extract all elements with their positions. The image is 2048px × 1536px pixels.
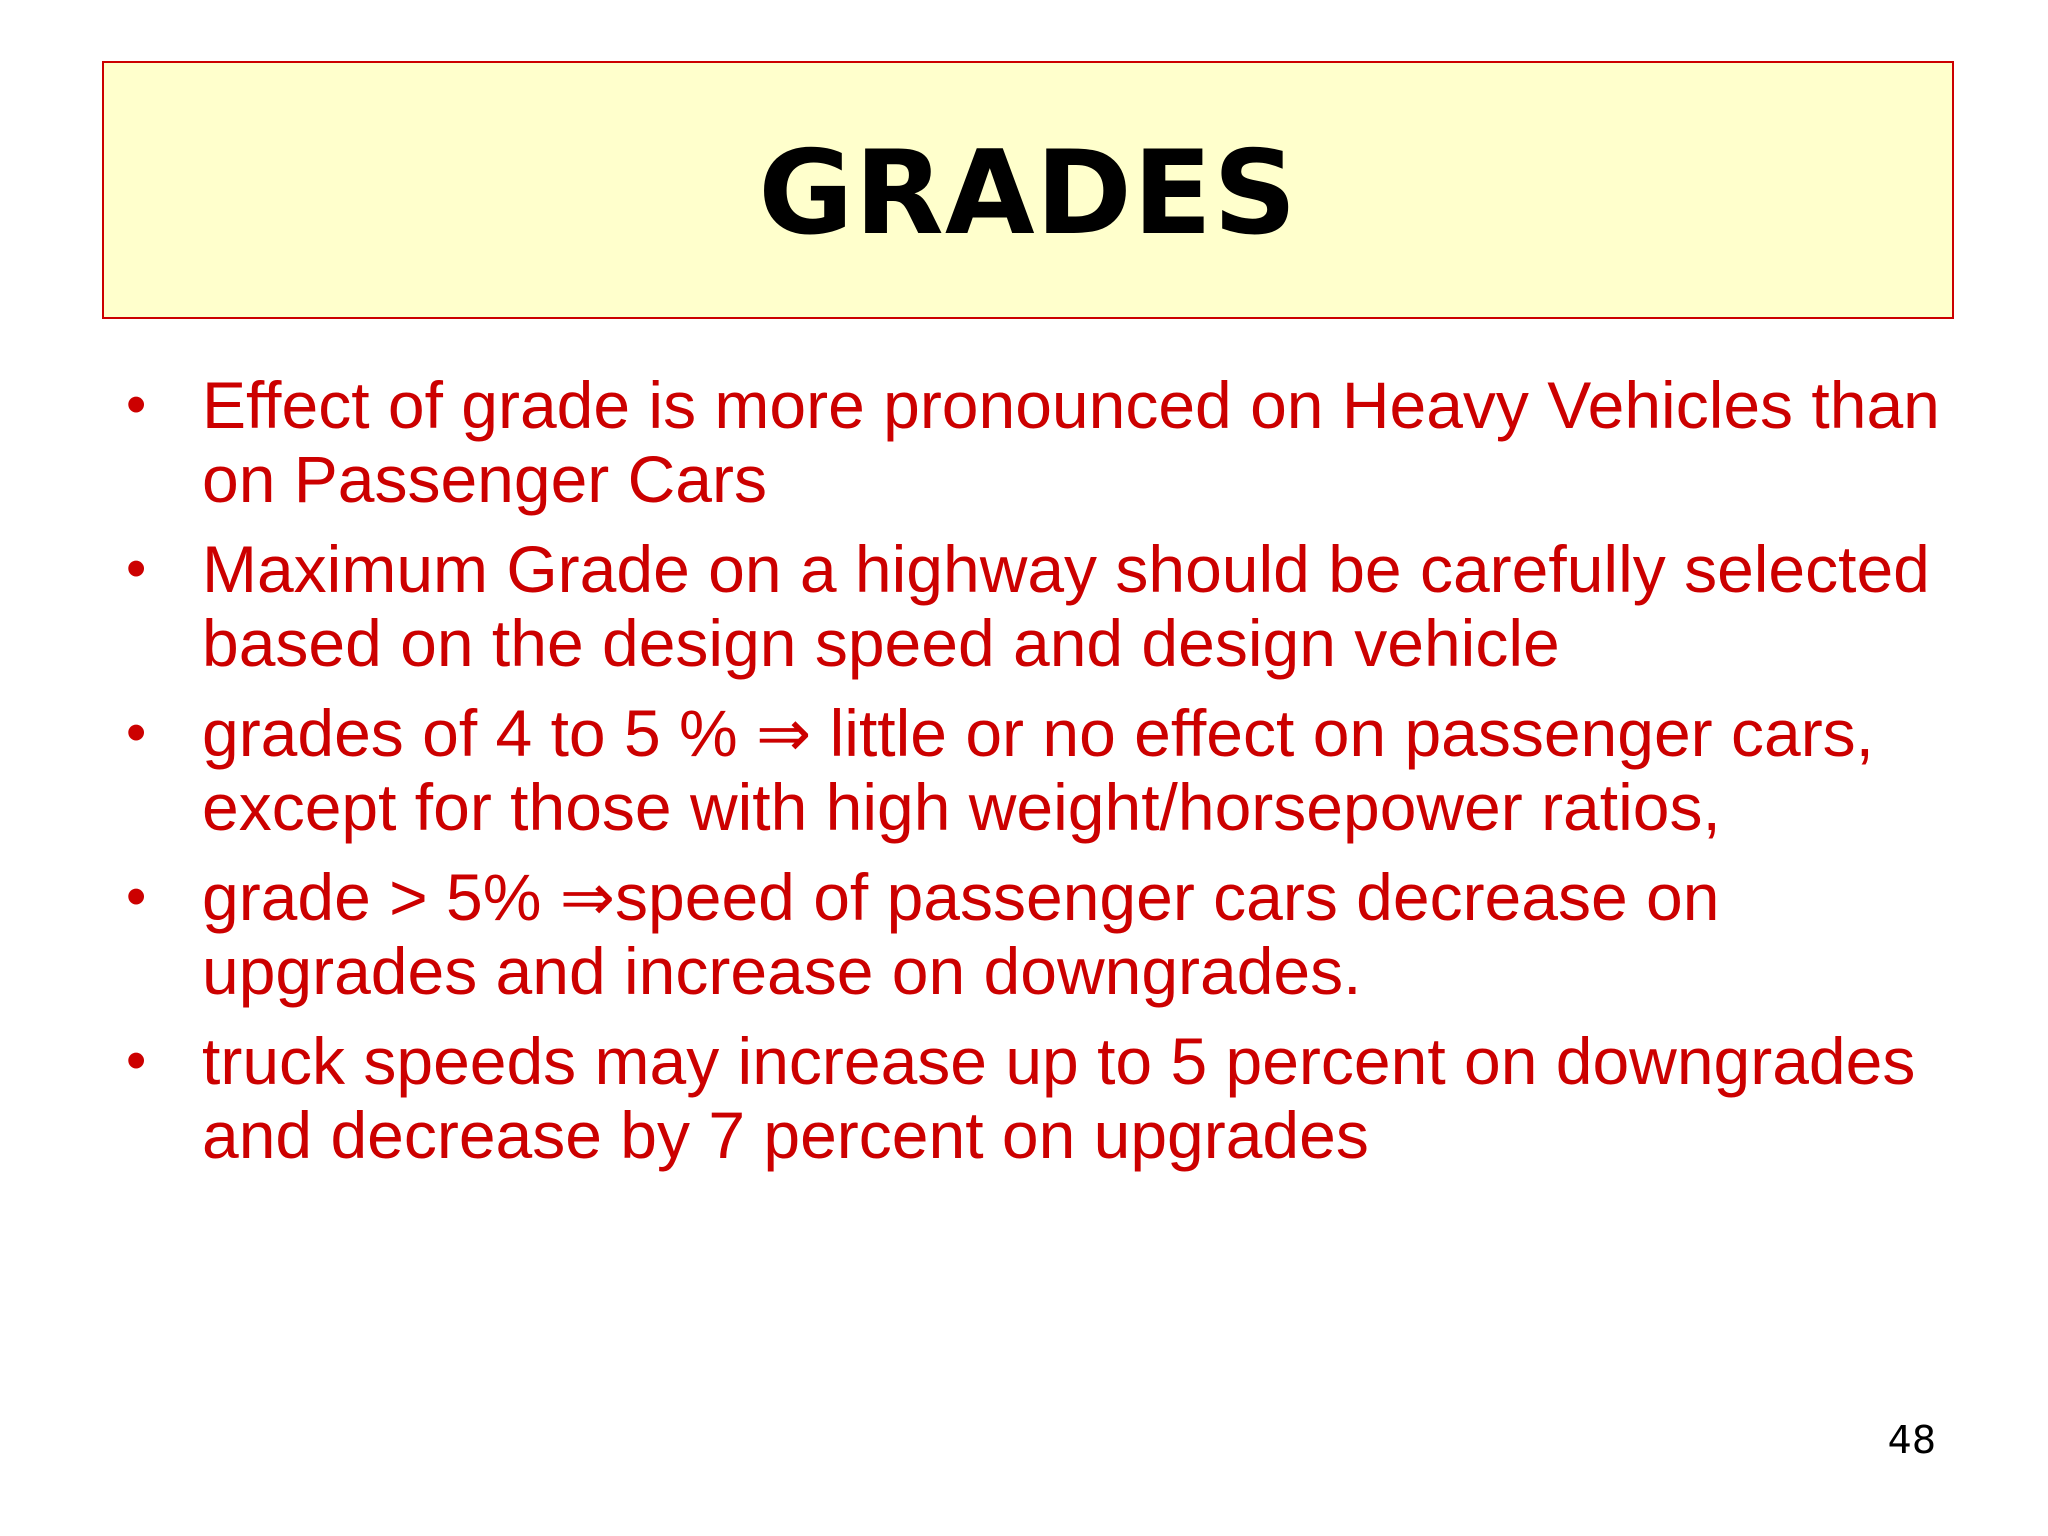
bullet-marker: • xyxy=(126,536,147,601)
bullet-text: grades of 4 to 5 % ⇒ little or no effect on passenger cars, except for those with high weight/horsepower ratios, xyxy=(202,696,1875,844)
bullet-marker: • xyxy=(126,700,147,765)
bullet-text: Maximum Grade on a highway should be carefully selected based on the design speed and design vehicle xyxy=(202,532,1930,680)
bullet-item xyxy=(120,860,1940,1008)
bullet-item xyxy=(120,532,1940,680)
slide-title: GRADES xyxy=(758,126,1298,261)
bullet-marker: • xyxy=(126,372,147,437)
bullet-list xyxy=(120,368,1940,1188)
bullet-item xyxy=(120,696,1940,844)
bullet-item xyxy=(120,368,1940,516)
bullet-text: truck speeds may increase up to 5 percent on downgrades and decrease by 7 percent on upgrades xyxy=(202,1024,1916,1172)
title-banner xyxy=(102,61,1954,319)
bullet-text: Effect of grade is more pronounced on Heavy Vehicles than on Passenger Cars xyxy=(202,368,1940,516)
bullet-marker: • xyxy=(126,864,147,929)
bullet-text: grade > 5% ⇒speed of passenger cars decrease on upgrades and increase on downgrades. xyxy=(202,860,1720,1008)
bullet-item xyxy=(120,1024,1940,1172)
page-number: 48 xyxy=(1887,1418,1936,1462)
bullet-marker: • xyxy=(126,1028,147,1093)
